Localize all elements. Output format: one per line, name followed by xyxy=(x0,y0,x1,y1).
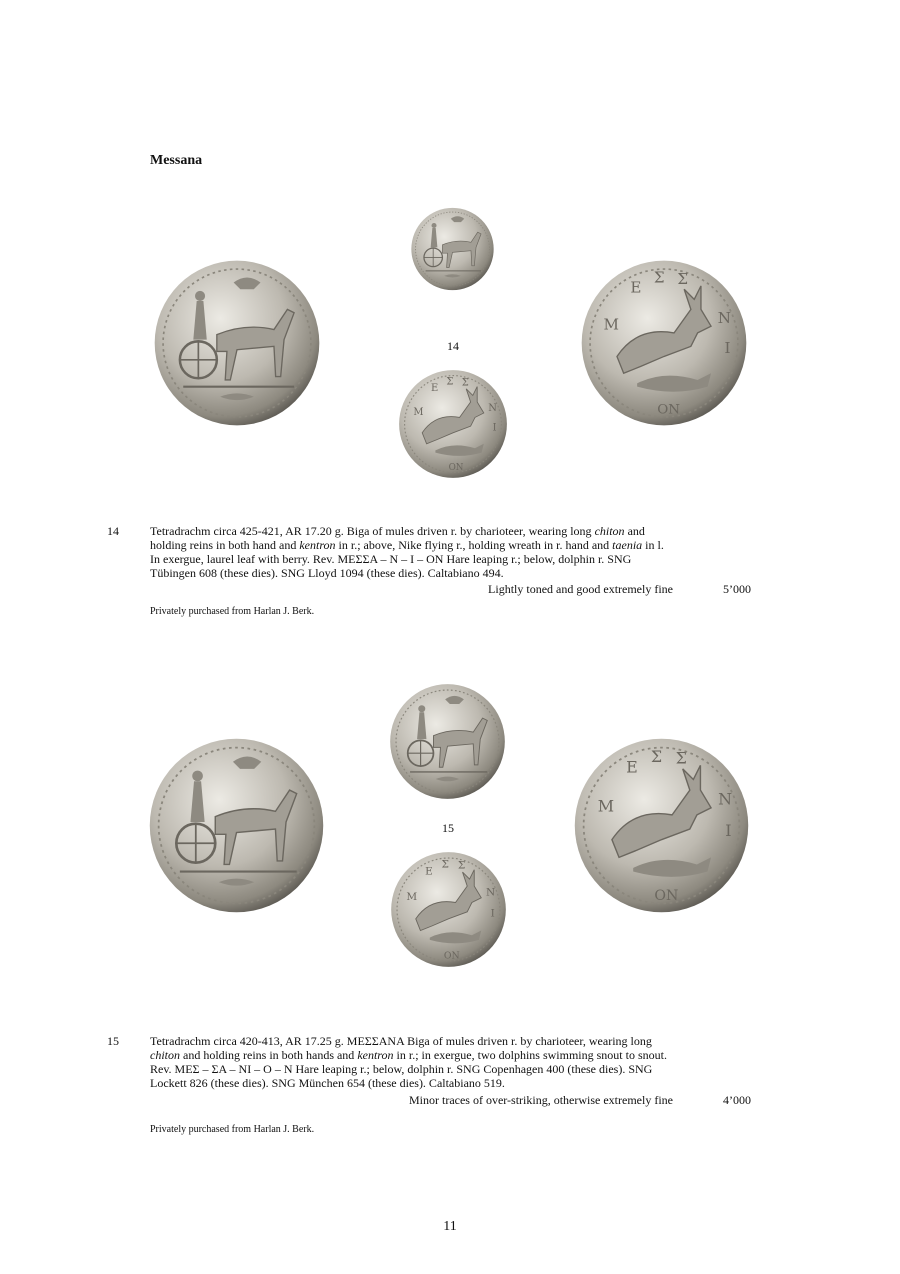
description-line: Tübingen 608 (these dies). SNG Lloyd 1094 (these dies). Caltabiano 494. xyxy=(150,566,504,580)
coin-reverse-image xyxy=(390,851,507,968)
description-line: In exergue, laurel leaf with berry. Rev. ΜΕΣΣΑ – Ν – Ι – ΟΝ Hare leaping r.; below, dolphin r. SNG xyxy=(150,552,632,566)
coin-14-reverse-large xyxy=(578,259,750,427)
plate-label-15: 15 xyxy=(442,821,454,835)
lot-description xyxy=(150,524,751,580)
grade-row xyxy=(150,1093,751,1108)
coin-obverse-image xyxy=(148,737,325,914)
coin-obverse-image xyxy=(389,683,506,800)
description-line: holding reins in both hand and kentron in r.; above, Nike flying r., holding wreath in r. hand and taenia in l. xyxy=(150,538,664,552)
coin-15-obverse-large xyxy=(148,737,325,914)
grade: Lightly toned and good extremely fine xyxy=(488,582,673,596)
description-line: Tetradrachm circa 425-421, AR 17.20 g. Biga of mules driven r. by charioteer, wearing long chiton and xyxy=(150,524,645,538)
coin-14-reverse-small xyxy=(396,369,510,479)
grade-row xyxy=(150,582,751,597)
description-line: Lockett 826 (these dies). SNG München 654 (these dies). Caltabiano 519. xyxy=(150,1076,505,1090)
plate-label-14: 14 xyxy=(447,339,459,353)
lot-number: 15 xyxy=(107,1034,119,1048)
estimate: 5’000 xyxy=(723,582,751,596)
coin-14-obverse-small xyxy=(395,207,510,291)
coin-15-obverse-small xyxy=(389,683,506,800)
coin-15-reverse-large xyxy=(573,737,750,914)
section-title: Messana xyxy=(150,153,203,168)
page-number: 11 xyxy=(443,1219,457,1234)
provenance: Privately purchased from Harlan J. Berk. xyxy=(150,606,315,617)
grade: Minor traces of over-striking, otherwise extremely fine xyxy=(408,1093,673,1107)
description-line: Tetradrachm circa 420-413, AR 17.25 g. ΜΕΣΣΑΝΑ Biga of mules driven r. by charioteer, wearing long xyxy=(150,1034,652,1048)
coin-14-obverse-large xyxy=(150,259,324,427)
lot-description xyxy=(150,1034,751,1090)
coin-reverse-image xyxy=(573,737,750,914)
lot-number: 14 xyxy=(107,524,119,538)
coin-obverse-image xyxy=(395,207,510,291)
provenance: Privately purchased from Harlan J. Berk. xyxy=(150,1124,315,1135)
coin-obverse-image xyxy=(150,259,324,427)
coin-15-reverse-small xyxy=(390,851,507,968)
coin-reverse-image xyxy=(396,369,510,479)
description-line: chiton and holding reins in both hands and kentron in r.; in exergue, two dolphins swimming snout to snout. xyxy=(150,1048,667,1062)
coin-reverse-image xyxy=(578,259,750,427)
description-line: Rev. ΜΕΣ – ΣΑ – ΝΙ – Ο – Ν Hare leaping r.; below, dolphin r. SNG Copenhagen 400 (these dies). SNG xyxy=(150,1062,653,1076)
estimate: 4’000 xyxy=(723,1093,751,1107)
